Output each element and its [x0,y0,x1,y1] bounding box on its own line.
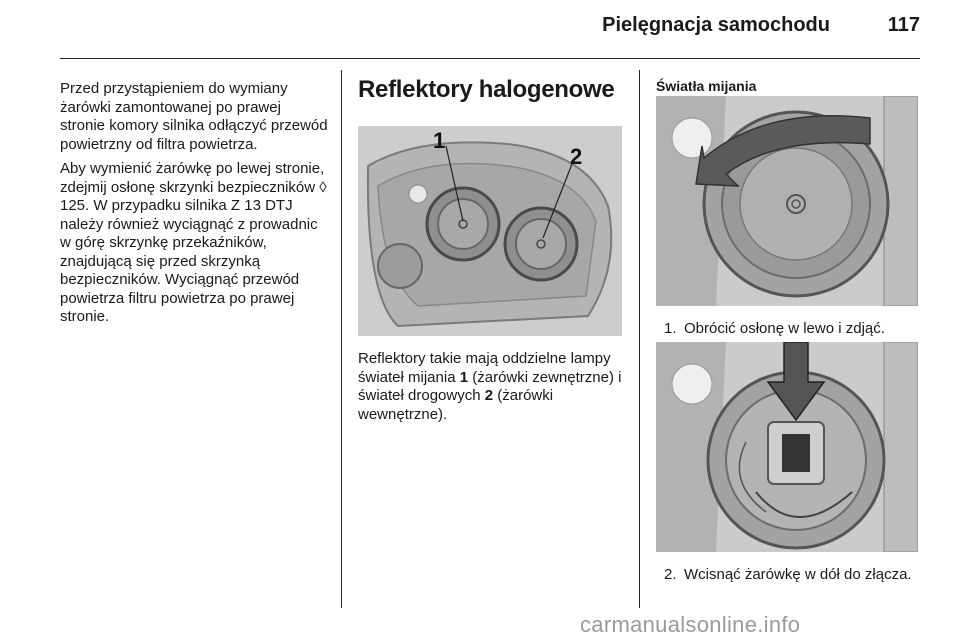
column-divider-1 [341,70,342,608]
header-title: Pielęgnacja samochodu [602,14,830,36]
step-2 [664,566,912,583]
description-text-a: Reflektory takie mają oddzielne lampy świateł mijania [358,350,611,386]
headlamp-description [358,350,626,424]
header-rule [60,58,920,59]
subsection-heading: Światła mijania [656,78,757,94]
step-1 [664,320,885,337]
step-1-text: Obrócić osłonę w lewo i zdjąć. [684,320,885,337]
lamp-number-2: 2 [484,387,494,404]
page-reference-icon: ◊ [319,178,327,196]
column-1 [60,80,328,333]
paragraph-left-bulb-text-b: 125. W przypadku silnika Z 13 DTJ należy również wyciągnąć z prowadnic w górę skrzynkę przekaźników, znajdującą się przed skrzynką bezpieczników. Wyciągnąć przewód powietrza filtru powietrza po prawej stronie. [60,197,318,325]
step-2-number: 2. [664,566,677,583]
cover-removal-figure [656,96,918,306]
headlamp-figure [358,126,622,336]
paragraph-left-bulb-text-a: Aby wymienić żarówkę po lewej stronie, zdejmij osłonę skrzynki bezpieczników [60,160,325,196]
column-divider-2 [639,70,640,608]
figure-label-2: 2 [570,144,583,169]
description-text-b: (żarówki zewnętrzne) i świateł drogowych [358,368,622,404]
step-1-number: 1. [664,320,677,337]
paragraph-left-bulb [60,160,328,327]
paragraph-air-hose: Przed przystąpieniem do wymiany żarówki zamontowanej po prawej stronie komory silnika odłączyć przewód powietrzny od filtra powietrza. [60,80,328,153]
figure-label-1: 1 [433,128,446,153]
page-number: 117 [887,14,920,36]
section-heading: Reflektory halogenowe [358,76,615,103]
lamp-number-1: 1 [459,368,469,386]
bulb-insertion-figure [656,342,918,552]
step-2-text: Wcisnąć żarówkę w dół do złącza. [684,566,912,583]
description-text-c: (żarówki wewnętrzne). [358,387,554,423]
watermark: carmanualsonline.info [580,612,801,637]
